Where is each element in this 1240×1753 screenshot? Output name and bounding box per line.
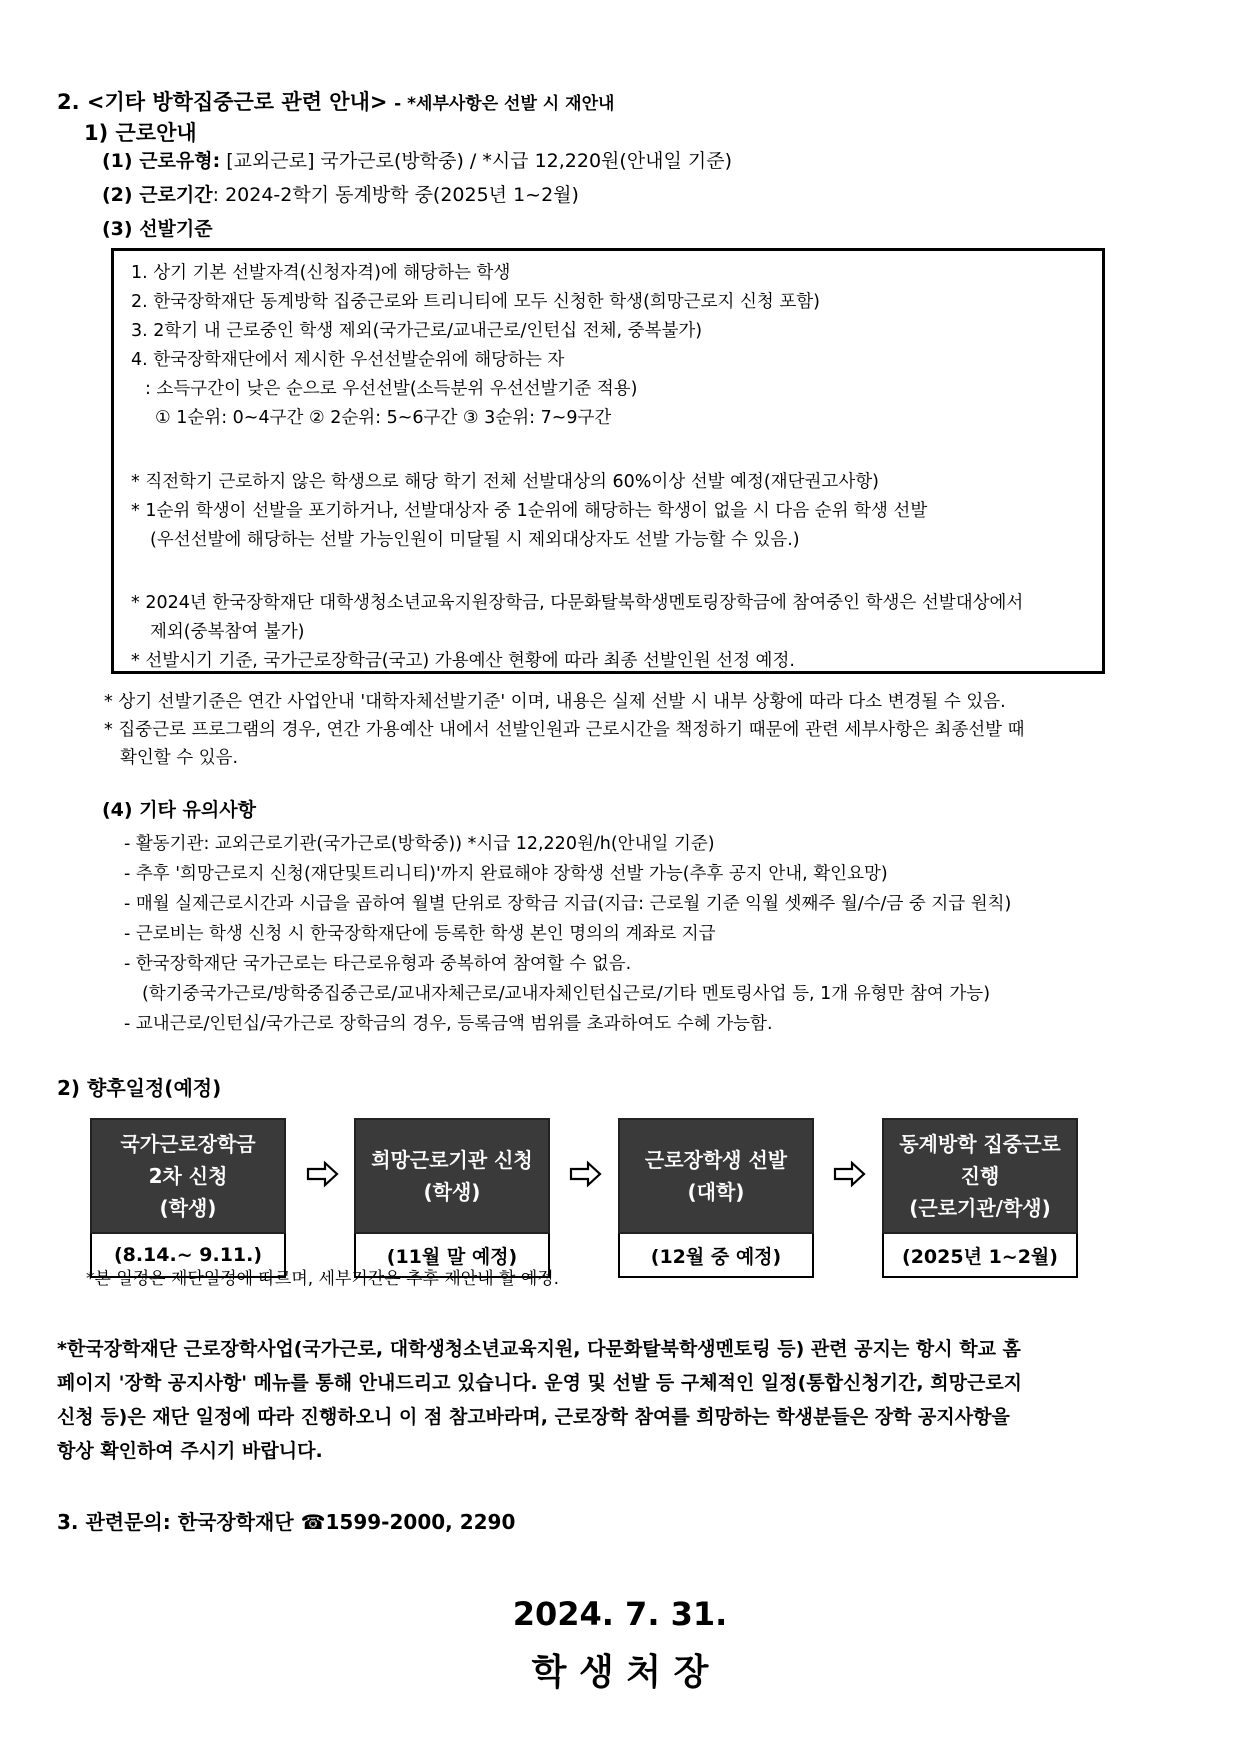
etc-notes-title: (4) 기타 유의사항 bbox=[102, 799, 256, 821]
signature-student-affairs: 학 생 처 장 bbox=[531, 1652, 709, 1693]
etc-note: - 교내근로/인턴십/국가근로 장학금의 경우, 등록금액 범위를 초과하여도 수혜 가능함. bbox=[124, 1014, 773, 1034]
selection-criteria-title: (3) 선발기준 bbox=[102, 218, 213, 240]
etc-note: (학기중국가근로/방학중집중근로/교내자체근로/교내자체인턴십근로/기타 멘토링사업 등, 1개 유형만 참여 가능) bbox=[142, 984, 991, 1004]
schedule-step-national-work-apply: 국가근로장학금 2차 신청 (학생) (8.14.~ 9.11.) bbox=[90, 1118, 286, 1278]
schedule-step-workplace-apply: 희망근로기관 신청 (학생) (11월 말 예정) bbox=[354, 1118, 550, 1278]
closing-paragraph-line: 신청 등)은 재단 일정에 따라 진행하오니 이 점 참고바라며, 근로장학 참여를 희망하는 학생분들은 장학 공지사항을 bbox=[57, 1406, 1010, 1428]
criteria-line: (우선선발에 해당하는 선발 가능인원이 미달될 시 제외대상자도 선발 가능할 수 있음.) bbox=[150, 530, 800, 550]
criteria-note: * 상기 선발기준은 연간 사업안내 '대학자체선발기준' 이며, 내용은 실제 선발 시 내부 상황에 따라 다소 변경될 수 있음. bbox=[104, 692, 1006, 712]
etc-note: - 근로비는 학생 신청 시 한국장학재단에 등록한 학생 본인 명의의 계좌로 지급 bbox=[124, 924, 716, 944]
closing-paragraph-line: *한국장학재단 근로장학사업(국가근로, 대학생청소년교육지원, 다문화탈북학생멘토링 등) 관련 공지는 항시 학교 홈 bbox=[57, 1338, 1021, 1360]
work-period: (2) 근로기간: 2024-2학기 동계방학 중(2025년 1~2월) bbox=[102, 184, 579, 206]
arrow-right-icon bbox=[306, 1160, 340, 1188]
etc-note: - 한국장학재단 국가근로는 타근로유형과 중복하여 참여할 수 없음. bbox=[124, 954, 632, 974]
etc-note: - 매월 실제근로시간과 시급을 곱하여 월별 단위로 장학금 지급(지급: 근로월 기준 익월 셋째주 월/수/금 중 지급 원칙) bbox=[124, 894, 1012, 914]
closing-paragraph-line: 페이지 '장학 공지사항' 메뉴를 통해 안내드리고 있습니다. 운영 및 선발 등 구체적인 일정(통합신청기간, 희망근로지 bbox=[57, 1372, 1023, 1394]
schedule-step-student-selection: 근로장학생 선발 (대학) (12월 중 예정) bbox=[618, 1118, 814, 1278]
criteria-line: 2. 한국장학재단 동계방학 집중근로와 트리니티에 모두 신청한 학생(희망근로지 신청 포함) bbox=[131, 292, 820, 312]
schedule-note: *본 일정은 재단일정에 따르며, 세부기간은 추후 재안내 할 예정. bbox=[86, 1269, 560, 1289]
section-title: 2. <기타 방학집중근로 관련 안내> - *세부사항은 선발 시 재안내 bbox=[57, 90, 615, 114]
schedule-step-intensive-work: 동계방학 집중근로 진행 (근로기관/학생) (2025년 1~2월) bbox=[882, 1118, 1078, 1278]
document-date: 2024. 7. 31. bbox=[512, 1595, 728, 1633]
criteria-line: * 직전학기 근로하지 않은 학생으로 해당 학기 전체 선발대상의 60%이상 선발 예정(재단권고사항) bbox=[131, 472, 879, 492]
arrow-right-icon bbox=[833, 1160, 867, 1188]
criteria-line: * 선발시기 기준, 국가근로장학금(국고) 가용예산 현황에 따라 최종 선발인원 선정 예정. bbox=[131, 651, 795, 671]
subsection-title-schedule: 2) 향후일정(예정) bbox=[57, 1076, 222, 1100]
criteria-note: * 집중근로 프로그램의 경우, 연간 가용예산 내에서 선발인원과 근로시간을 책정하기 때문에 관련 세부사항은 최종선발 때 bbox=[104, 720, 1025, 740]
contact-info: 3. 관련문의: 한국장학재단 ☎1599-2000, 2290 bbox=[57, 1510, 516, 1534]
etc-note: - 추후 '희망근로지 신청(재단및트리니티)'까지 완료해야 장학생 선발 가능(추후 공지 안내, 확인요망) bbox=[124, 864, 888, 884]
criteria-line: 1. 상기 기본 선발자격(신청자격)에 해당하는 학생 bbox=[131, 263, 511, 283]
criteria-line: 3. 2학기 내 근로중인 학생 제외(국가근로/교내근로/인턴십 전체, 중복불가) bbox=[131, 321, 703, 341]
selection-criteria-box bbox=[111, 248, 1105, 674]
criteria-line: 제외(중복참여 불가) bbox=[150, 622, 305, 642]
arrow-right-icon bbox=[569, 1160, 603, 1188]
criteria-line: ① 1순위: 0~4구간 ② 2순위: 5~6구간 ③ 3순위: 7~9구간 bbox=[155, 408, 612, 428]
criteria-line: : 소득구간이 낮은 순으로 우선선발(소득분위 우선선발기준 적용) bbox=[145, 379, 638, 399]
criteria-line: * 2024년 한국장학재단 대학생청소년교육지원장학금, 다문화탈북학생멘토링장학금에 참여중인 학생은 선발대상에서 bbox=[131, 593, 1024, 613]
work-type: (1) 근로유형: [교외근로] 국가근로(방학중) / *시급 12,220원(안내일 기준) bbox=[102, 150, 733, 172]
closing-paragraph-line: 항상 확인하여 주시기 바랍니다. bbox=[57, 1440, 323, 1462]
criteria-line: * 1순위 학생이 선발을 포기하거나, 선발대상자 중 1순위에 해당하는 학생이 없을 시 다음 순위 학생 선발 bbox=[131, 501, 928, 521]
criteria-note: 확인할 수 있음. bbox=[120, 748, 239, 768]
etc-note: - 활동기관: 교외근로기관(국가근로(방학중)) *시급 12,220원/h(안내일 기준) bbox=[124, 834, 715, 854]
criteria-line: 4. 한국장학재단에서 제시한 우선선발순위에 해당하는 자 bbox=[131, 350, 565, 370]
subsection-title-work-guide: 1) 근로안내 bbox=[84, 121, 197, 145]
